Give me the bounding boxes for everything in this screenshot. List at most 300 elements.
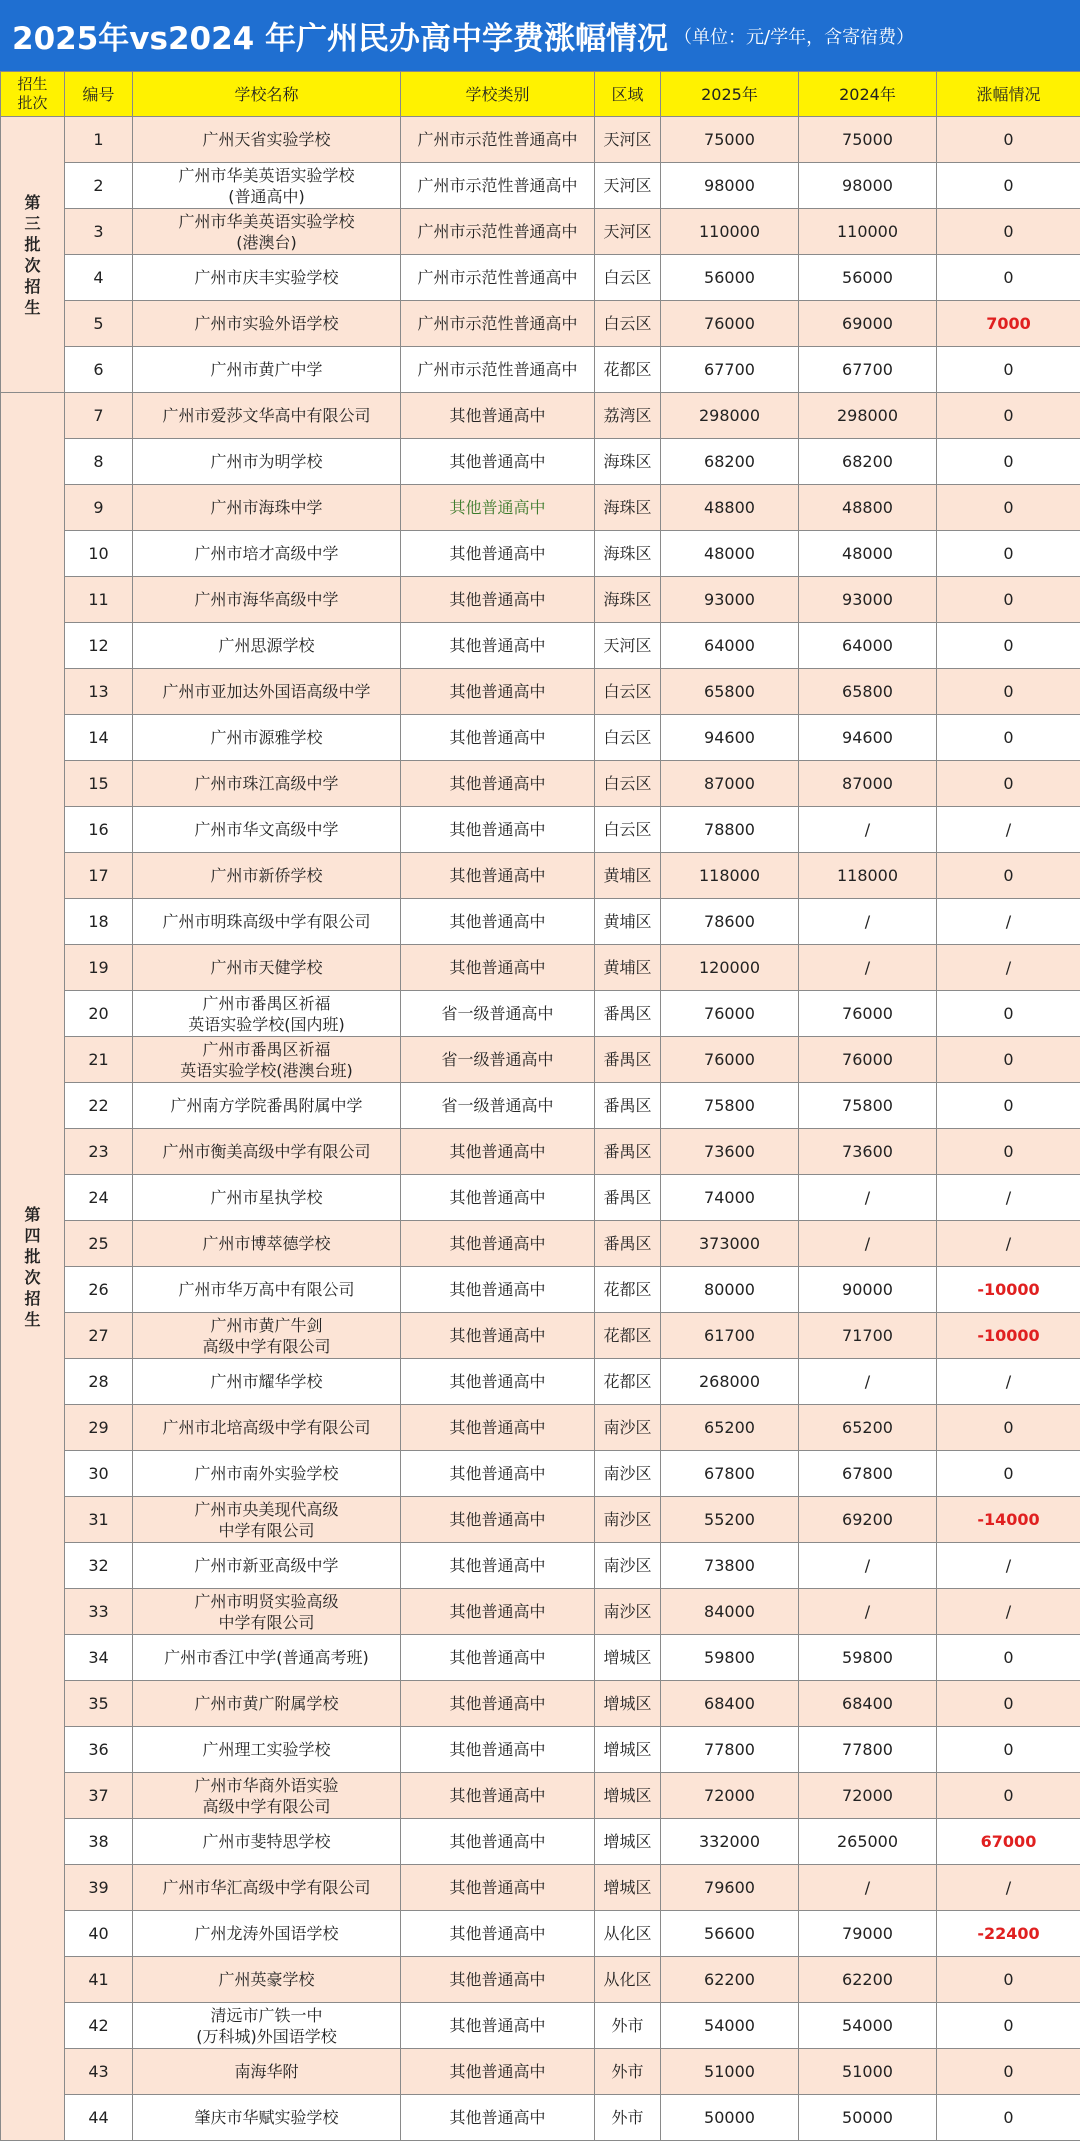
fee-2024-cell: 76000 [799,991,937,1037]
fee-2024-cell: / [799,1589,937,1635]
table-row [1,715,1080,761]
school-type-cell: 其他普通高中 [401,1819,595,1865]
page-title: 2025年vs2024 年广州民办高中学费涨幅情况 [12,21,669,57]
table-row [1,1497,1080,1543]
fee-change-cell: / [937,1543,1080,1589]
school-type-cell: 广州市示范性普通高中 [401,117,595,163]
fee-2025-cell: 61700 [661,1313,799,1359]
fee-2024-cell: 62200 [799,1957,937,2003]
school-name-cell: 广州市爱莎文华高中有限公司 [133,393,401,439]
fee-change-cell: 0 [937,1451,1080,1497]
district-cell: 增城区 [595,1773,661,1819]
col-header-2025: 2025年 [661,72,799,117]
fee-2025-cell: 76000 [661,991,799,1037]
fee-change-cell: -14000 [937,1497,1080,1543]
fee-change-cell: 0 [937,1635,1080,1681]
district-cell: 番禺区 [595,1083,661,1129]
fee-2024-cell: 69200 [799,1497,937,1543]
school-type-cell: 其他普通高中 [401,1405,595,1451]
row-id-cell: 14 [65,715,133,761]
table-row [1,1773,1080,1819]
school-type-cell: 其他普通高中 [401,1957,595,2003]
table-row [1,1037,1080,1083]
school-name-cell: 广州市新侨学校 [133,853,401,899]
row-id-cell: 26 [65,1267,133,1313]
col-header-district: 区域 [595,72,661,117]
district-cell: 天河区 [595,209,661,255]
fee-2024-cell: / [799,1543,937,1589]
fee-change-cell: 67000 [937,1819,1080,1865]
table-row [1,1129,1080,1175]
row-id-cell: 24 [65,1175,133,1221]
fee-2024-cell: 69000 [799,301,937,347]
school-type-cell: 其他普通高中 [401,1221,595,1267]
fee-change-cell: 0 [937,623,1080,669]
school-type-cell: 其他普通高中 [401,807,595,853]
table-row [1,347,1080,393]
row-id-cell: 28 [65,1359,133,1405]
fee-change-cell: 0 [937,1037,1080,1083]
fee-change-cell: 0 [937,117,1080,163]
table-row [1,1451,1080,1497]
school-name-cell: 广州市星执学校 [133,1175,401,1221]
school-name-cell: 广州市华商外语实验 高级中学有限公司 [133,1773,401,1819]
table-row [1,531,1080,577]
fee-change-cell: 0 [937,991,1080,1037]
fee-2024-cell: 118000 [799,853,937,899]
district-cell: 增城区 [595,1635,661,1681]
tuition-table [0,71,1080,2141]
school-type-cell: 省一级普通高中 [401,1037,595,1083]
fee-2025-cell: 73800 [661,1543,799,1589]
table-row [1,117,1080,163]
school-type-cell: 其他普通高中 [401,669,595,715]
fee-change-cell: 0 [937,1727,1080,1773]
row-id-cell: 13 [65,669,133,715]
fee-2025-cell: 75000 [661,117,799,163]
school-type-cell: 其他普通高中 [401,1589,595,1635]
row-id-cell: 21 [65,1037,133,1083]
school-name-cell: 广州思源学校 [133,623,401,669]
fee-change-cell: 0 [937,1957,1080,2003]
fee-2024-cell: 87000 [799,761,937,807]
fee-2025-cell: 77800 [661,1727,799,1773]
fee-2025-cell: 67700 [661,347,799,393]
district-cell: 番禺区 [595,1175,661,1221]
fee-change-cell: 0 [937,761,1080,807]
page-subtitle: （单位：元/学年，含寄宿费） [674,26,915,48]
school-name-cell: 肇庆市华赋实验学校 [133,2095,401,2141]
row-id-cell: 22 [65,1083,133,1129]
table-row [1,623,1080,669]
fee-2024-cell: 93000 [799,577,937,623]
fee-change-cell: 0 [937,485,1080,531]
fee-change-cell: 0 [937,1083,1080,1129]
col-header-school-type: 学校类别 [401,72,595,117]
school-name-cell: 广州市香江中学(普通高考班) [133,1635,401,1681]
school-type-cell: 广州市示范性普通高中 [401,347,595,393]
fee-change-cell: 0 [937,1773,1080,1819]
fee-2024-cell: / [799,899,937,945]
school-name-cell: 广州市新亚高级中学 [133,1543,401,1589]
district-cell: 荔湾区 [595,393,661,439]
district-cell: 南沙区 [595,1543,661,1589]
district-cell: 花都区 [595,1313,661,1359]
fee-2025-cell: 79600 [661,1865,799,1911]
row-id-cell: 39 [65,1865,133,1911]
table-row [1,1083,1080,1129]
school-name-cell: 广州市华文高级中学 [133,807,401,853]
school-name-cell: 广州市培才高级中学 [133,531,401,577]
fee-change-cell: 0 [937,1129,1080,1175]
school-type-cell: 其他普通高中 [401,1727,595,1773]
school-name-cell: 广州市庆丰实验学校 [133,255,401,301]
col-header-2024: 2024年 [799,72,937,117]
district-cell: 黄埔区 [595,945,661,991]
row-id-cell: 29 [65,1405,133,1451]
fee-2024-cell: 48800 [799,485,937,531]
table-row [1,1819,1080,1865]
row-id-cell: 12 [65,623,133,669]
fee-2025-cell: 73600 [661,1129,799,1175]
school-name-cell: 广州市亚加达外国语高级中学 [133,669,401,715]
fee-2025-cell: 55200 [661,1497,799,1543]
school-type-cell: 其他普通高中 [401,577,595,623]
school-name-cell: 广州市华万高中有限公司 [133,1267,401,1313]
table-row [1,1957,1080,2003]
fee-change-cell: 0 [937,393,1080,439]
school-type-cell: 其他普通高中 [401,485,595,531]
school-name-cell: 广州市央美现代高级 中学有限公司 [133,1497,401,1543]
fee-change-cell: -10000 [937,1313,1080,1359]
district-cell: 增城区 [595,1819,661,1865]
school-type-cell: 其他普通高中 [401,1267,595,1313]
fee-2025-cell: 76000 [661,1037,799,1083]
fee-2024-cell: 98000 [799,163,937,209]
table-row [1,669,1080,715]
fee-2025-cell: 332000 [661,1819,799,1865]
batch-label: 第 四 批 次 招 生 [1,393,65,2141]
district-cell: 白云区 [595,761,661,807]
school-type-cell: 其他普通高中 [401,1865,595,1911]
row-id-cell: 30 [65,1451,133,1497]
fee-2025-cell: 64000 [661,623,799,669]
fee-2025-cell: 48000 [661,531,799,577]
fee-2025-cell: 298000 [661,393,799,439]
district-cell: 海珠区 [595,531,661,577]
fee-change-cell: 0 [937,1681,1080,1727]
fee-change-cell: 0 [937,715,1080,761]
district-cell: 白云区 [595,255,661,301]
fee-2024-cell: 48000 [799,531,937,577]
district-cell: 南沙区 [595,1497,661,1543]
school-name-cell: 广州市华美英语实验学校 (普通高中) [133,163,401,209]
fee-2025-cell: 76000 [661,301,799,347]
district-cell: 南沙区 [595,1589,661,1635]
table-row [1,1681,1080,1727]
row-id-cell: 4 [65,255,133,301]
row-id-cell: 15 [65,761,133,807]
fee-2024-cell: 72000 [799,1773,937,1819]
fee-2024-cell: 298000 [799,393,937,439]
district-cell: 白云区 [595,807,661,853]
table-row [1,393,1080,439]
school-name-cell: 广州市黄广中学 [133,347,401,393]
fee-2024-cell: 68200 [799,439,937,485]
district-cell: 花都区 [595,1267,661,1313]
fee-2024-cell: 265000 [799,1819,937,1865]
fee-change-cell: / [937,1589,1080,1635]
table-row [1,2095,1080,2141]
fee-2024-cell: 51000 [799,2049,937,2095]
table-row [1,1359,1080,1405]
school-type-cell: 其他普通高中 [401,2049,595,2095]
fee-2025-cell: 68400 [661,1681,799,1727]
school-name-cell: 广州市实验外语学校 [133,301,401,347]
district-cell: 从化区 [595,1957,661,2003]
district-cell: 番禺区 [595,1037,661,1083]
fee-2025-cell: 72000 [661,1773,799,1819]
school-type-cell: 其他普通高中 [401,1497,595,1543]
row-id-cell: 23 [65,1129,133,1175]
fee-change-cell: 0 [937,669,1080,715]
school-name-cell: 南海华附 [133,2049,401,2095]
row-id-cell: 6 [65,347,133,393]
school-type-cell: 其他普通高中 [401,1543,595,1589]
school-type-cell: 其他普通高中 [401,1681,595,1727]
district-cell: 增城区 [595,1727,661,1773]
title-bar [0,0,1080,71]
table-row [1,1267,1080,1313]
fee-2025-cell: 67800 [661,1451,799,1497]
fee-change-cell: 0 [937,531,1080,577]
fee-2025-cell: 54000 [661,2003,799,2049]
school-name-cell: 广州市华汇高级中学有限公司 [133,1865,401,1911]
school-type-cell: 其他普通高中 [401,2095,595,2141]
district-cell: 番禺区 [595,991,661,1037]
fee-change-cell: 0 [937,1405,1080,1451]
school-name-cell: 清远市广铁一中 (万科城)外国语学校 [133,2003,401,2049]
fee-2024-cell: / [799,1221,937,1267]
fee-change-cell: 7000 [937,301,1080,347]
fee-2025-cell: 80000 [661,1267,799,1313]
table-row [1,991,1080,1037]
school-name-cell: 广州市华美英语实验学校 (港澳台) [133,209,401,255]
school-type-cell: 其他普通高中 [401,1451,595,1497]
district-cell: 花都区 [595,347,661,393]
fee-2024-cell: 75000 [799,117,937,163]
fee-2024-cell: 77800 [799,1727,937,1773]
school-type-cell: 其他普通高中 [401,393,595,439]
fee-2025-cell: 48800 [661,485,799,531]
school-name-cell: 广州英豪学校 [133,1957,401,2003]
district-cell: 天河区 [595,117,661,163]
table-row [1,853,1080,899]
school-type-cell: 广州市示范性普通高中 [401,301,595,347]
row-id-cell: 40 [65,1911,133,1957]
school-name-cell: 广州理工实验学校 [133,1727,401,1773]
fee-change-cell: / [937,807,1080,853]
fee-2025-cell: 110000 [661,209,799,255]
school-name-cell: 广州市明珠高级中学有限公司 [133,899,401,945]
fee-2025-cell: 118000 [661,853,799,899]
fee-change-cell: 0 [937,439,1080,485]
fee-2025-cell: 75800 [661,1083,799,1129]
table-row [1,301,1080,347]
school-name-cell: 广州市番禺区祈福 英语实验学校(国内班) [133,991,401,1037]
district-cell: 花都区 [595,1359,661,1405]
fee-change-cell: / [937,1221,1080,1267]
table-row [1,761,1080,807]
district-cell: 白云区 [595,669,661,715]
district-cell: 南沙区 [595,1405,661,1451]
school-type-cell: 其他普通高中 [401,1359,595,1405]
school-name-cell: 广州市海华高级中学 [133,577,401,623]
district-cell: 海珠区 [595,577,661,623]
district-cell: 白云区 [595,301,661,347]
row-id-cell: 17 [65,853,133,899]
fee-2024-cell: / [799,1175,937,1221]
district-cell: 增城区 [595,1865,661,1911]
col-header-change: 涨幅情况 [937,72,1080,117]
fee-2024-cell: 90000 [799,1267,937,1313]
district-cell: 黄埔区 [595,853,661,899]
row-id-cell: 36 [65,1727,133,1773]
fee-2025-cell: 373000 [661,1221,799,1267]
school-type-cell: 其他普通高中 [401,715,595,761]
fee-change-cell: -22400 [937,1911,1080,1957]
district-cell: 天河区 [595,163,661,209]
school-type-cell: 其他普通高中 [401,439,595,485]
district-cell: 增城区 [595,1681,661,1727]
row-id-cell: 18 [65,899,133,945]
district-cell: 白云区 [595,715,661,761]
row-id-cell: 44 [65,2095,133,2141]
table-row [1,945,1080,991]
row-id-cell: 2 [65,163,133,209]
row-id-cell: 5 [65,301,133,347]
batch-label: 第 三 批 次 招 生 [1,117,65,393]
fee-2024-cell: 110000 [799,209,937,255]
district-cell: 从化区 [595,1911,661,1957]
school-type-cell: 其他普通高中 [401,2003,595,2049]
fee-2025-cell: 120000 [661,945,799,991]
school-type-cell: 广州市示范性普通高中 [401,163,595,209]
fee-change-cell: 0 [937,347,1080,393]
fee-2025-cell: 84000 [661,1589,799,1635]
fee-2024-cell: / [799,1865,937,1911]
fee-2025-cell: 65800 [661,669,799,715]
row-id-cell: 9 [65,485,133,531]
school-type-cell: 其他普通高中 [401,1773,595,1819]
col-header-batch: 招生 批次 [1,72,65,117]
school-name-cell: 广州市海珠中学 [133,485,401,531]
school-type-cell: 广州市示范性普通高中 [401,255,595,301]
fee-2024-cell: / [799,807,937,853]
fee-2024-cell: / [799,1359,937,1405]
row-id-cell: 7 [65,393,133,439]
fee-2024-cell: / [799,945,937,991]
school-type-cell: 其他普通高中 [401,761,595,807]
table-row [1,209,1080,255]
fee-2024-cell: 56000 [799,255,937,301]
table-row [1,1313,1080,1359]
row-id-cell: 32 [65,1543,133,1589]
school-name-cell: 广州市珠江高级中学 [133,761,401,807]
fee-2024-cell: 71700 [799,1313,937,1359]
school-name-cell: 广州市黄广牛剑 高级中学有限公司 [133,1313,401,1359]
school-type-cell: 其他普通高中 [401,1313,595,1359]
row-id-cell: 34 [65,1635,133,1681]
school-name-cell: 广州市源雅学校 [133,715,401,761]
row-id-cell: 37 [65,1773,133,1819]
row-id-cell: 41 [65,1957,133,2003]
col-header-school-name: 学校名称 [133,72,401,117]
row-id-cell: 16 [65,807,133,853]
table-row [1,2049,1080,2095]
row-id-cell: 20 [65,991,133,1037]
row-id-cell: 27 [65,1313,133,1359]
fee-2024-cell: 68400 [799,1681,937,1727]
table-row [1,1635,1080,1681]
row-id-cell: 38 [65,1819,133,1865]
table-row [1,899,1080,945]
district-cell: 天河区 [595,623,661,669]
row-id-cell: 33 [65,1589,133,1635]
fee-2025-cell: 56600 [661,1911,799,1957]
row-id-cell: 42 [65,2003,133,2049]
table-row [1,163,1080,209]
school-type-cell: 其他普通高中 [401,853,595,899]
fee-change-cell: / [937,1865,1080,1911]
school-name-cell: 广州龙涛外国语学校 [133,1911,401,1957]
school-type-cell: 其他普通高中 [401,945,595,991]
fee-2024-cell: 65800 [799,669,937,715]
fee-2025-cell: 98000 [661,163,799,209]
fee-2024-cell: 79000 [799,1911,937,1957]
school-type-cell: 其他普通高中 [401,899,595,945]
district-cell: 外市 [595,2049,661,2095]
row-id-cell: 35 [65,1681,133,1727]
fee-2025-cell: 78800 [661,807,799,853]
fee-2025-cell: 78600 [661,899,799,945]
fee-2025-cell: 268000 [661,1359,799,1405]
table-row [1,1589,1080,1635]
fee-2025-cell: 87000 [661,761,799,807]
school-name-cell: 广州市黄广附属学校 [133,1681,401,1727]
table-row [1,1175,1080,1221]
fee-2024-cell: 94600 [799,715,937,761]
fee-2024-cell: 76000 [799,1037,937,1083]
district-cell: 海珠区 [595,439,661,485]
fee-change-cell: 0 [937,209,1080,255]
table-row [1,439,1080,485]
fee-change-cell: 0 [937,853,1080,899]
table-body [1,117,1080,2141]
fee-2025-cell: 56000 [661,255,799,301]
school-name-cell: 广州市北培高级中学有限公司 [133,1405,401,1451]
row-id-cell: 1 [65,117,133,163]
school-type-cell: 省一级普通高中 [401,1083,595,1129]
fee-change-cell: 0 [937,2095,1080,2141]
school-name-cell: 广州市天健学校 [133,945,401,991]
fee-change-cell: 0 [937,163,1080,209]
district-cell: 黄埔区 [595,899,661,945]
table-row [1,1221,1080,1267]
fee-2025-cell: 68200 [661,439,799,485]
school-type-cell: 其他普通高中 [401,623,595,669]
table-row [1,1727,1080,1773]
